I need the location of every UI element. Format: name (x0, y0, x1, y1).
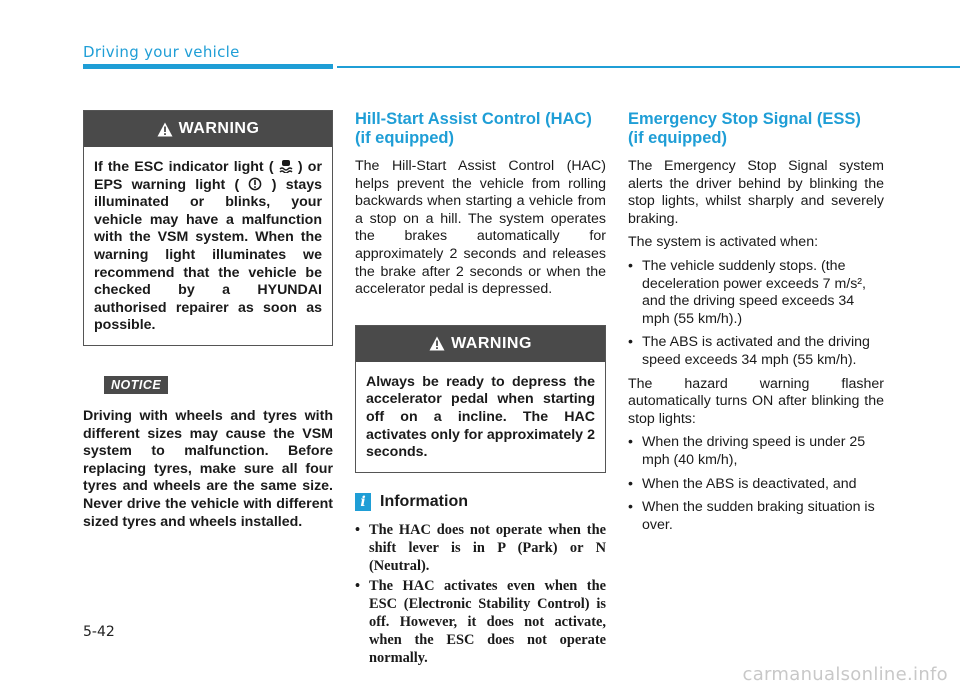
warning-triangle-icon (429, 336, 445, 351)
ess-flasher-intro: The hazard warning flasher automatically turns ON after blinking the stop lights: (628, 375, 884, 427)
list-item: • When the sudden braking situation is over. (628, 499, 884, 534)
info-icon: i (355, 493, 371, 511)
list-item: • The vehicle suddenly stops. (the deceleration power exceeds 7 m/s², and the driving speed exceeds 34 mph (55 km/h).) (628, 258, 884, 328)
list-item: • The ABS is activated and the driving speed exceeds 34 mph (55 km/h). (628, 334, 884, 369)
left-column (83, 110, 333, 531)
information-heading (355, 493, 606, 511)
warning-text-part2: ) or EPS warning light ( (94, 159, 322, 193)
warning-header (84, 111, 332, 147)
list-item: • When the driving speed is under 25 mph (40 km/h), (628, 434, 884, 469)
warning-text (84, 147, 332, 345)
warning-label: WARNING (178, 120, 260, 137)
list-item: • The HAC activates even when the ESC (Electronic Stability Control) is off. However, it does not activate, when the ESC does not operate normally. (355, 577, 606, 667)
ess-activated-intro: The system is activated when: (628, 234, 819, 251)
eps-warning-icon (248, 177, 262, 191)
notice-text: Driving with wheels and tyres with different sizes may cause the VSM system to malfunction. Before replacing tyres, make sure all four tyres and wheels are the same size. Never drive the vehicle with different sized tyres and wheels installed. (83, 407, 333, 530)
hac-description: The Hill-Start Assist Control (HAC) helps prevent the vehicle from rolling backwards when starting a vehicle from a stop on a hill. The system operates the brakes automatically for approximately 2 seconds and releases the brake after 2 seconds or when the accelerator pedal is depressed. (355, 158, 606, 298)
warning-text-part1: If the ESC indicator light ( (94, 159, 274, 175)
hac-heading (355, 110, 606, 148)
warning-triangle-icon (157, 122, 173, 137)
middle-column (355, 110, 606, 669)
ess-flasher-list (628, 434, 884, 534)
warning-label: WARNING (451, 334, 532, 352)
list-item: • When the ABS is deactivated, and (628, 476, 884, 494)
warning-header (356, 326, 605, 362)
right-column (628, 110, 884, 540)
warning-text: Always be ready to depress the accelerator pedal when starting off on a incline. The HAC activates only for approximately 2 seconds. (366, 373, 595, 461)
watermark: carmanualsonline.info (742, 664, 948, 685)
ess-intro: The Emergency Stop Signal system alerts the driver behind by blinking the stop lights, whilst sharply and severely braking. (628, 158, 884, 227)
ess-heading-line1: Emergency Stop Signal (ESS) (628, 110, 861, 128)
notice-badge: NOTICE (104, 376, 168, 394)
esc-warning-box (83, 110, 333, 346)
page-number: 5-42 (83, 624, 115, 640)
information-list (355, 521, 606, 667)
ess-activation-list (628, 258, 884, 370)
ess-heading (628, 110, 884, 148)
section-title: Driving your vehicle (83, 43, 240, 61)
hac-heading-line1: Hill-Start Assist Control (HAC) (355, 110, 592, 128)
esc-indicator-icon (279, 159, 293, 173)
header-rule-thin (337, 66, 960, 68)
warning-text-part3: ) stays illuminated or blinks, your vehicle may have a malfunction with the VSM system. When the warning light illuminates we recommend that the vehicle be checked by a HYUNDAI authorised repairer as soon as possible. (94, 176, 322, 334)
ess-heading-line2: (if equipped) (628, 129, 727, 147)
information-label: Information (380, 492, 468, 510)
hac-warning-box (355, 325, 606, 473)
list-item: • The HAC does not operate when the shift lever is in P (Park) or N (Neutral). (355, 521, 606, 575)
hac-heading-line2: (if equipped) (355, 129, 454, 147)
header-rule-thick (83, 64, 333, 69)
